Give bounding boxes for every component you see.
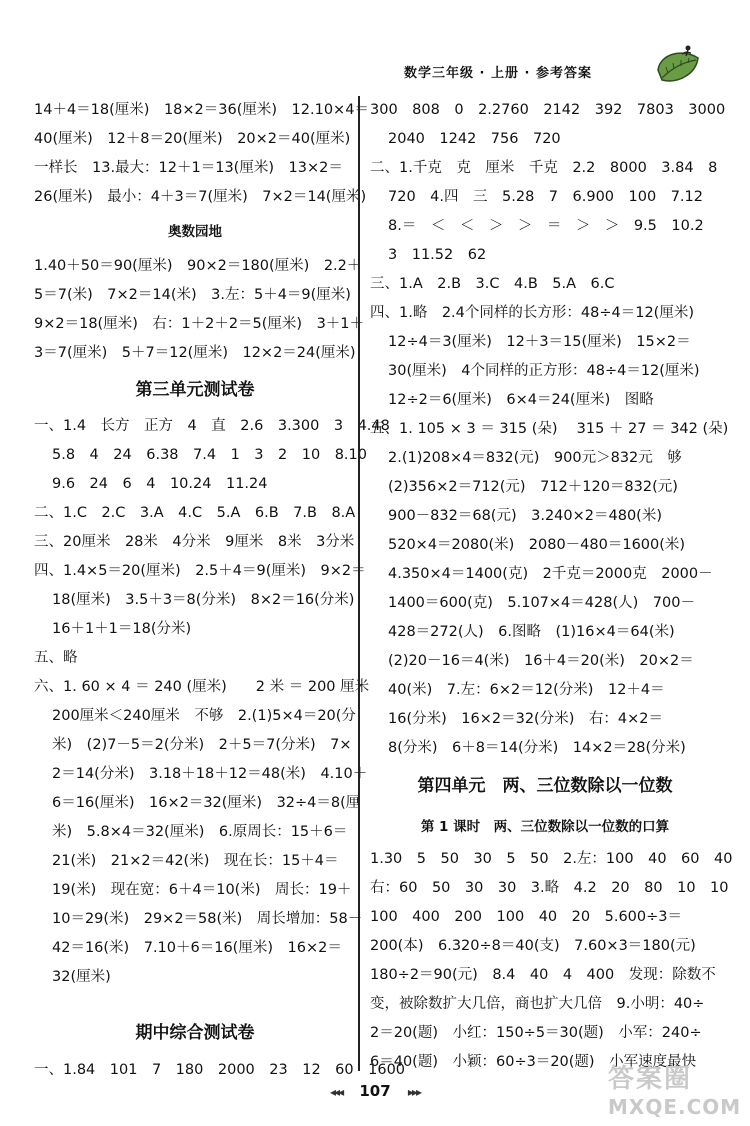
answer-line: (2)20－16＝4(米) 16＋4＝20(米) 20×2＝: [388, 653, 694, 669]
answer-line: 1.30 5 50 30 5 50 2.左：100 40 60 40: [370, 851, 733, 867]
answer-line: 2040 1242 756 720: [388, 131, 561, 147]
answer-line: 16＋1＋1＝18(分米): [52, 621, 192, 637]
answer-line: 900－832＝68(元) 3.240×2＝480(米): [388, 508, 662, 524]
answer-line: 8(分米) 6＋8＝14(分米) 14×2＝28(分米): [388, 740, 686, 756]
answer-line: 9×2＝18(厘米) 右：1＋2＋2＝5(厘米) 3＋1＋: [34, 316, 365, 332]
watermark-bottom-text: MXQE.COM: [608, 1095, 742, 1119]
next-arrows-icon: ▸▸▸: [407, 1085, 420, 1099]
unit4-title: 第四单元 两、三位数除以一位数: [417, 776, 673, 796]
answer-line: 一、1.84 101 7 180 2000 23 12 60 1600: [34, 1062, 406, 1078]
answer-line: 21(米) 21×2＝42(米) 现在长：15＋4＝: [52, 853, 339, 869]
answer-line: 二、1.千克 克 厘米 千克 2.2 8000 3.84 8: [370, 160, 718, 176]
prev-arrows-icon: ◂◂◂: [330, 1085, 343, 1099]
answer-line: 720 4.四 三 5.28 7 6.900 100 7.12: [388, 189, 703, 205]
unit3-test-title: 第三单元测试卷: [135, 380, 255, 400]
answer-line: 四、1.略 2.4个同样的长方形：48÷4＝12(厘米): [370, 305, 694, 321]
answer-line: 米) 5.8×4＝32(厘米) 6.原周长：15＋6＝: [52, 824, 348, 840]
answer-line: 26(厘米) 最小：4＋3＝7(厘米) 7×2＝14(厘米): [34, 189, 367, 205]
page-header: 数学三年级 · 上册 · 参考答案: [404, 66, 592, 81]
answer-line: 三、20厘米 28米 4分米 9厘米 8米 3分米: [34, 534, 355, 550]
answer-line: 五、略: [34, 650, 78, 666]
answer-line: 6＝40(题) 小颖：60÷3＝20(题) 小军速度最快: [370, 1054, 697, 1070]
answer-line: 32(厘米): [52, 969, 111, 985]
answer-line: 40(米) 7.左：6×2＝12(分米) 12＋4＝: [388, 682, 665, 698]
answer-line: 100 400 200 100 40 20 5.600÷3＝: [370, 909, 682, 925]
page-number: 107: [359, 1082, 391, 1100]
answer-line: (2)356×2＝712(元) 712＋120＝832(元): [388, 479, 678, 495]
answer-line: 六、1. 60 × 4 ＝ 240 (厘米) 2 米 ＝ 200 厘米: [34, 679, 370, 695]
answer-line: 16(分米) 16×2＝32(分米) 右：4×2＝: [388, 711, 663, 727]
left-answer-column: [34, 96, 406, 1085]
answer-line: 5＝7(米) 7×2＝14(米) 3.左：5＋4＝9(厘米): [34, 287, 351, 303]
answer-line: 18(厘米) 3.5＋3＝8(分米) 8×2＝16(分米): [52, 592, 355, 608]
answer-line: 4.350×4＝1400(克) 2千克＝2000克 2000－: [388, 566, 713, 582]
answer-line: 2＝14(分米) 3.18＋18＋12＝48(米) 4.10＋: [52, 766, 368, 782]
leaf-decoration-icon: [652, 40, 704, 92]
answer-line: 一、1.4 长方 正方 4 直 2.6 3.300 3 4.48: [34, 418, 390, 434]
answer-line: 1400＝600(克) 5.107×4＝428(人) 700－: [388, 595, 695, 611]
column-divider: [358, 96, 360, 1071]
answer-line: 1.40＋50＝90(厘米) 90×2＝180(厘米) 2.2＋: [34, 258, 362, 274]
answer-line: 二、1.C 2.C 3.A 4.C 5.A 6.B 7.B 8.A: [34, 505, 356, 521]
answer-line: 三、1.A 2.B 3.C 4.B 5.A 6.C: [370, 276, 615, 292]
answer-line: 12÷2＝6(厘米) 6×4＝24(厘米) 图略: [388, 392, 654, 408]
answer-line: 180÷2＝90(元) 8.4 40 4 400 发现：除数不: [370, 967, 716, 983]
answer-line: 428＝272(人) 6.图略 (1)16×4＝64(米): [388, 624, 675, 640]
answer-line: 五、1. 105 × 3 ＝ 315 (朵) 315 ＋ 27 ＝ 342 (朵): [370, 421, 729, 437]
aoshu-title: 奥数园地: [168, 224, 222, 240]
answer-line: 6＝16(厘米) 16×2＝32(厘米) 32÷4＝8(厘: [52, 795, 361, 811]
answer-line: 变，被除数扩大几倍，商也扩大几倍 9.小明：40÷: [370, 996, 705, 1012]
answer-line: 42＝16(米) 7.10＋6＝16(厘米) 16×2＝: [52, 940, 342, 956]
answer-line: 12÷4＝3(厘米) 12＋3＝15(厘米) 15×2＝: [388, 334, 691, 350]
answer-line: 30(厘米) 4个同样的正方形：48÷4＝12(厘米): [388, 363, 700, 379]
watermark-logo: [608, 1058, 748, 1120]
right-answer-column: [370, 96, 733, 1077]
answer-line: 10＝29(米) 29×2＝58(米) 周长增加：58－: [52, 911, 363, 927]
answer-line: 米) (2)7－5＝2(分米) 2＋5＝7(分米) 7×: [52, 737, 352, 753]
answer-line: 520×4＝2080(米) 2080－480＝1600(米): [388, 537, 686, 553]
lesson1-title: 第 1 课时 两、三位数除以一位数的口算: [420, 819, 670, 835]
answer-line: 3＝7(厘米) 5＋7＝12(厘米) 12×2＝24(厘米): [34, 345, 356, 361]
answer-line: 2.(1)208×4＝832(元) 900元＞832元 够: [388, 450, 682, 466]
answer-line: 300 808 0 2.2760 2142 392 7803 3000: [370, 102, 726, 118]
answer-line: 四、1.4×5＝20(厘米) 2.5＋4＝9(厘米) 9×2＝: [34, 563, 366, 579]
answer-line: 8.＝ ＜ ＜ ＞ ＞ ＝ ＞ ＞ 9.5 10.2: [388, 218, 704, 234]
answer-line: 5.8 4 24 6.38 7.4 1 3 2 10 8.10: [52, 447, 367, 463]
answer-line: 3 11.52 62: [388, 247, 487, 263]
answer-line: 右：60 50 30 30 3.略 4.2 20 80 10 10: [370, 880, 729, 896]
answer-line: 200厘米＜240厘米 不够 2.(1)5×4＝20(分: [52, 708, 356, 724]
answer-line: 19(米) 现在宽：6＋4＝10(米) 周长：19＋: [52, 882, 352, 898]
watermark-top-text: 答案圈: [608, 1064, 693, 1094]
answer-line: 40(厘米) 12＋8＝20(厘米) 20×2＝40(厘米): [34, 131, 351, 147]
answer-line: 2＝20(题) 小红：150÷5＝30(题) 小军：240÷: [370, 1025, 702, 1041]
answer-line: 200(本) 6.320÷8＝40(支) 7.60×3＝180(元): [370, 938, 696, 954]
answer-line: 9.6 24 6 4 10.24 11.24: [52, 476, 268, 492]
answer-line: 一样长 13.最大：12＋1＝13(厘米) 13×2＝: [34, 160, 343, 176]
midterm-test-title: 期中综合测试卷: [135, 1023, 255, 1043]
answer-line: 14＋4＝18(厘米) 18×2＝36(厘米) 12.10×4＝: [34, 102, 369, 118]
